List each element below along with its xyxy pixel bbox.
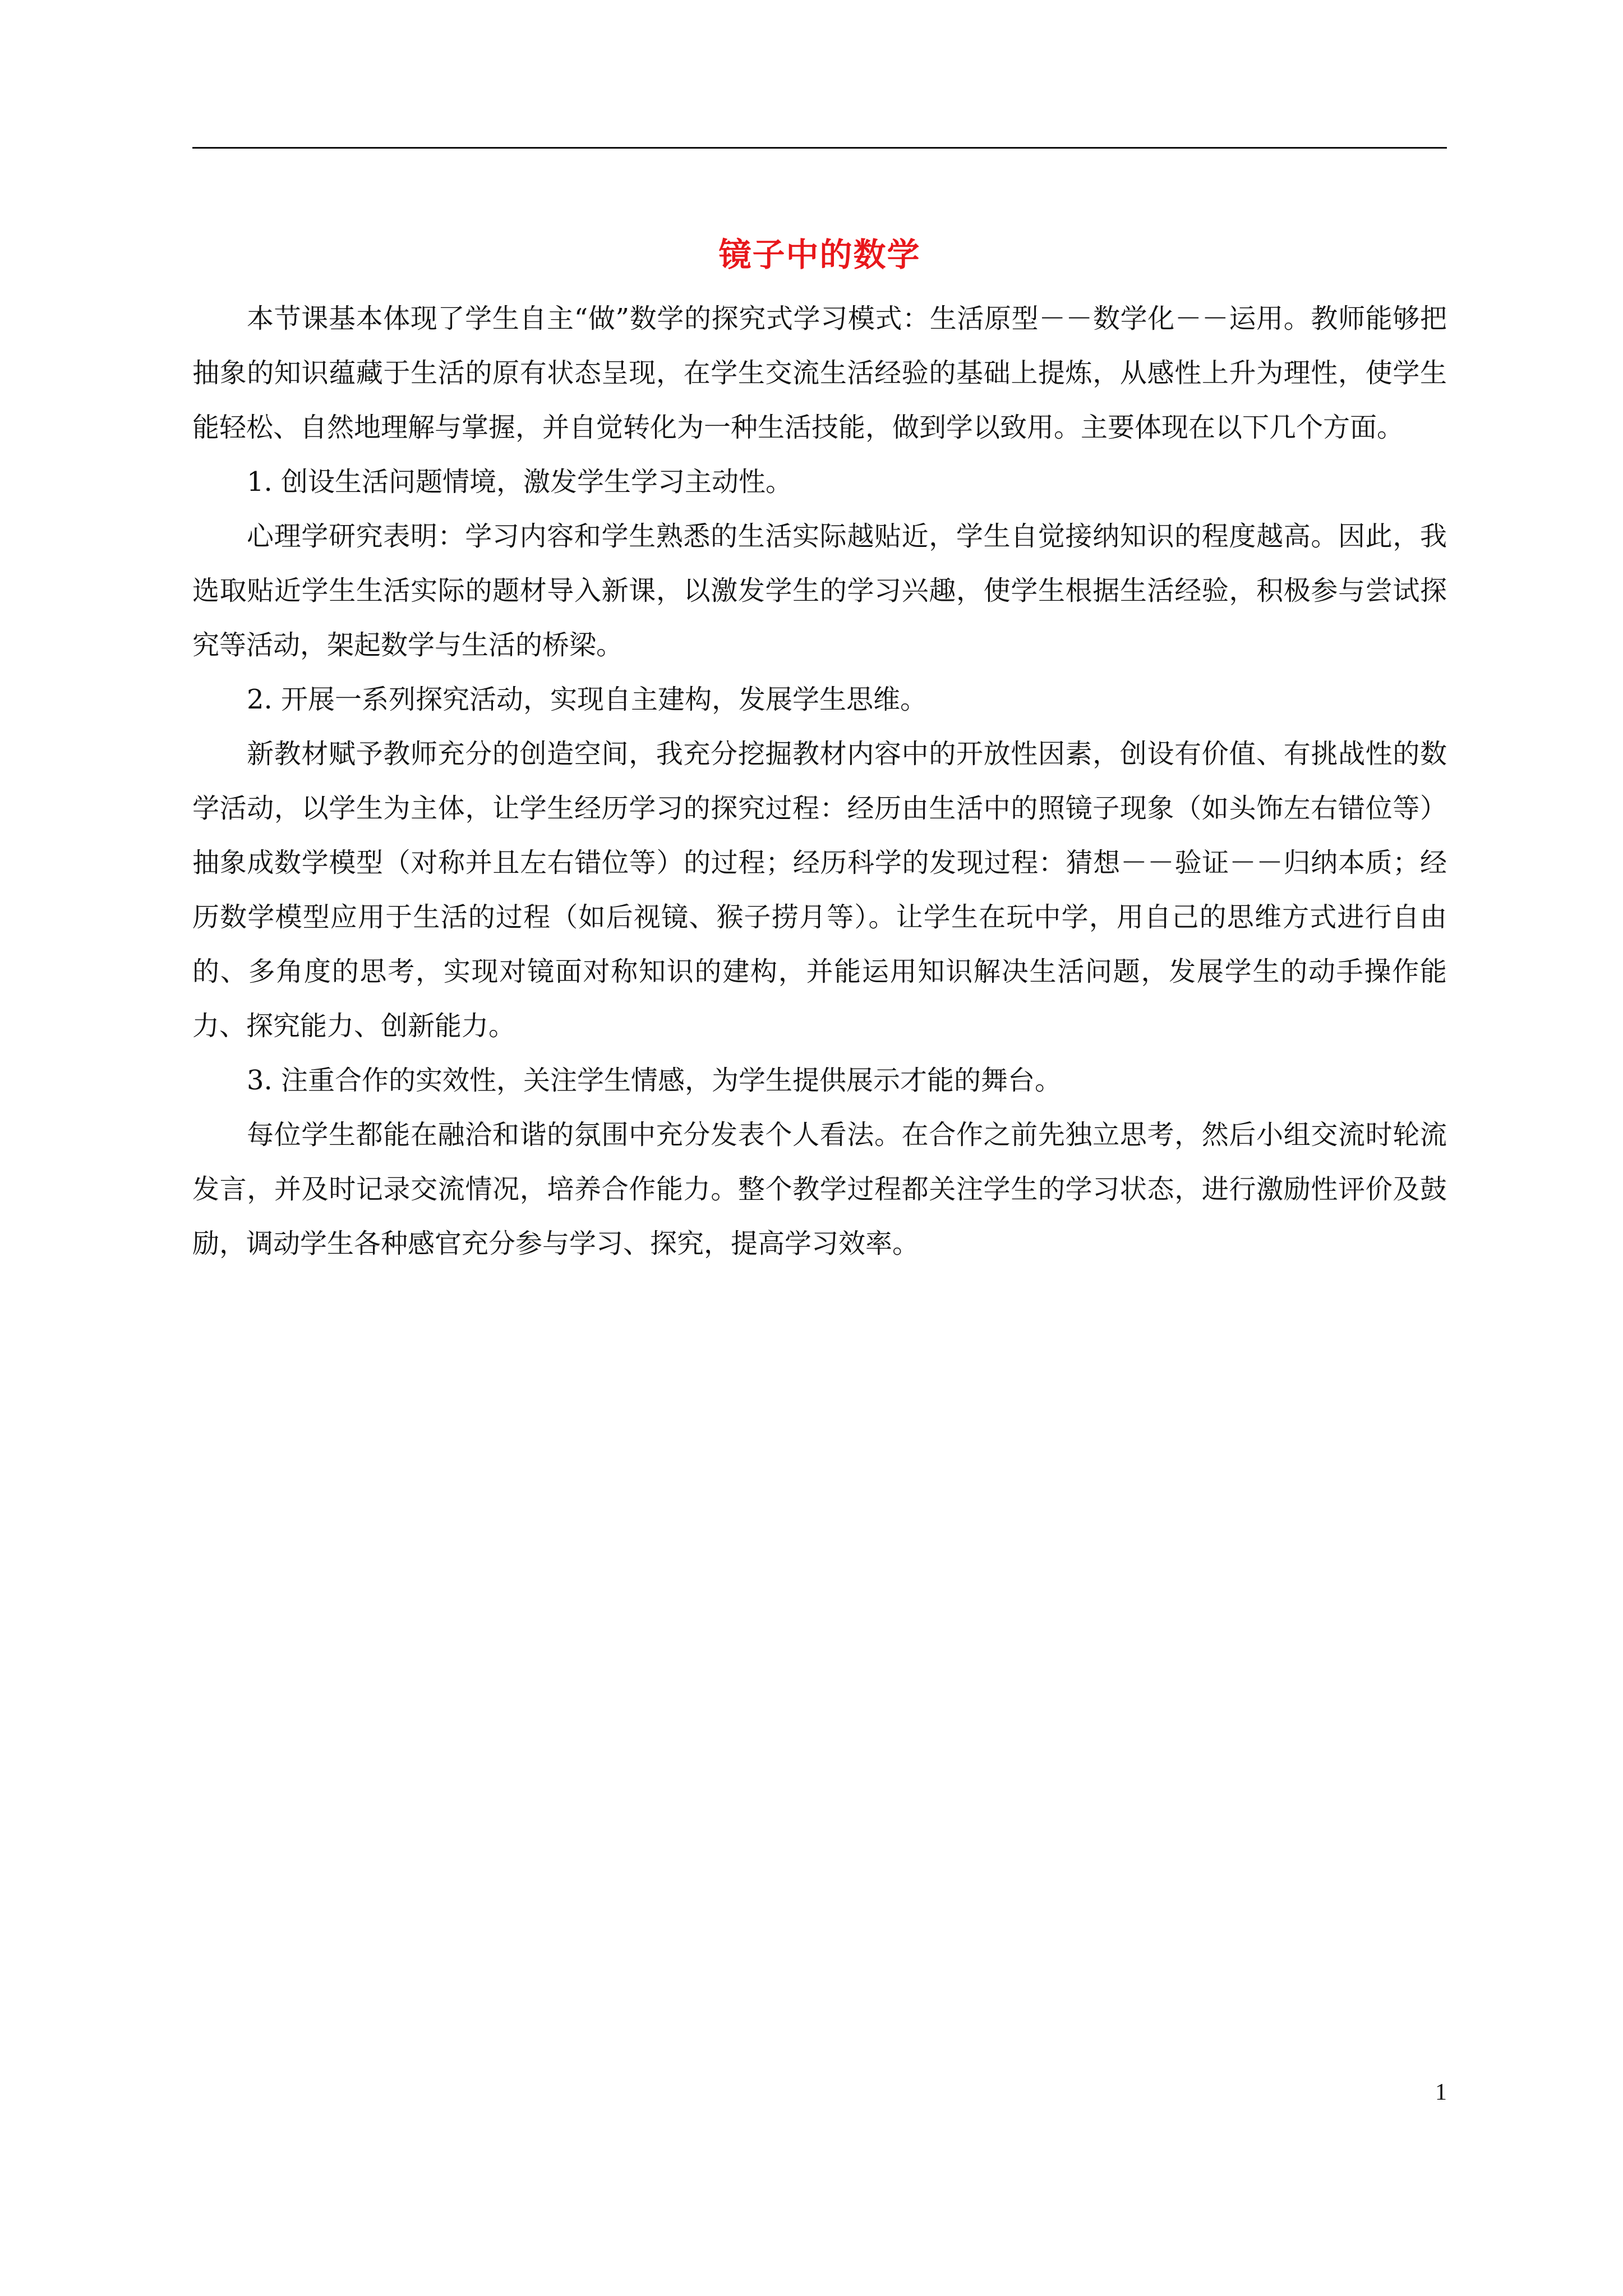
document-title: 镜子中的数学: [718, 235, 921, 274]
section-paragraph-1: 心理学研究表明：学习内容和学生熟悉的生活实际越贴近，学生自觉接纳知识的程度越高。因此，我选取贴近学生生活实际的题材导入新课，以激发学生的学习兴趣，使学生根据生活经验，积极参与尝试探究等活动，架起数学与生活的桥梁。: [192, 521, 1447, 661]
intro-paragraph: 本节课基本体现了学生自主“做”数学的探究式学习模式：生活原型－－数学化－－运用。教师能够把抽象的知识蕴藏于生活的原有状态呈现，在学生交流生活经验的基础上提炼，从感性上升为理性，使学生能轻松、自然地理解与掌握，并自觉转化为一种生活技能，做到学以致用。主要体现在以下几个方面。: [192, 303, 1447, 443]
page-number: 1: [1435, 2079, 1447, 2105]
header-rule: [192, 147, 1447, 149]
section-paragraph-2: 新教材赋予教师充分的创造空间，我充分挖掘教材内容中的开放性因素，创设有价值、有挑战性的数学活动，以学生为主体，让学生经历学习的探究过程：经历由生活中的照镜子现象（如头饰左右错位等）抽象成数学模型（对称并且左右错位等）的过程；经历科学的发现过程：猜想－－验证－－归纳本质；经历数学模型应用于生活的过程（如后视镜、猴子捞月等）。让学生在玩中学，用自己的思维方式进行自由的、多角度的思考，实现对镜面对称知识的建构，并能运用知识解决生活问题，发展学生的动手操作能力、探究能力、创新能力。: [192, 738, 1447, 1042]
document-body: [192, 292, 1447, 1271]
section-heading-2: 2. 开展一系列探究活动，实现自主建构，发展学生思维。: [247, 684, 928, 715]
section-heading-1: 1. 创设生活问题情境，激发学生学习主动性。: [247, 466, 793, 498]
section-heading-3: 3. 注重合作的实效性，关注学生情感，为学生提供展示才能的舞台。: [247, 1065, 1062, 1096]
section-paragraph-3: 每位学生都能在融洽和谐的氛围中充分发表个人看法。在合作之前先独立思考，然后小组交流时轮流发言，并及时记录交流情况，培养合作能力。整个教学过程都关注学生的学习状态，进行激励性评价及鼓励，调动学生各种感官充分参与学习、探究，提高学习效率。: [192, 1119, 1447, 1259]
